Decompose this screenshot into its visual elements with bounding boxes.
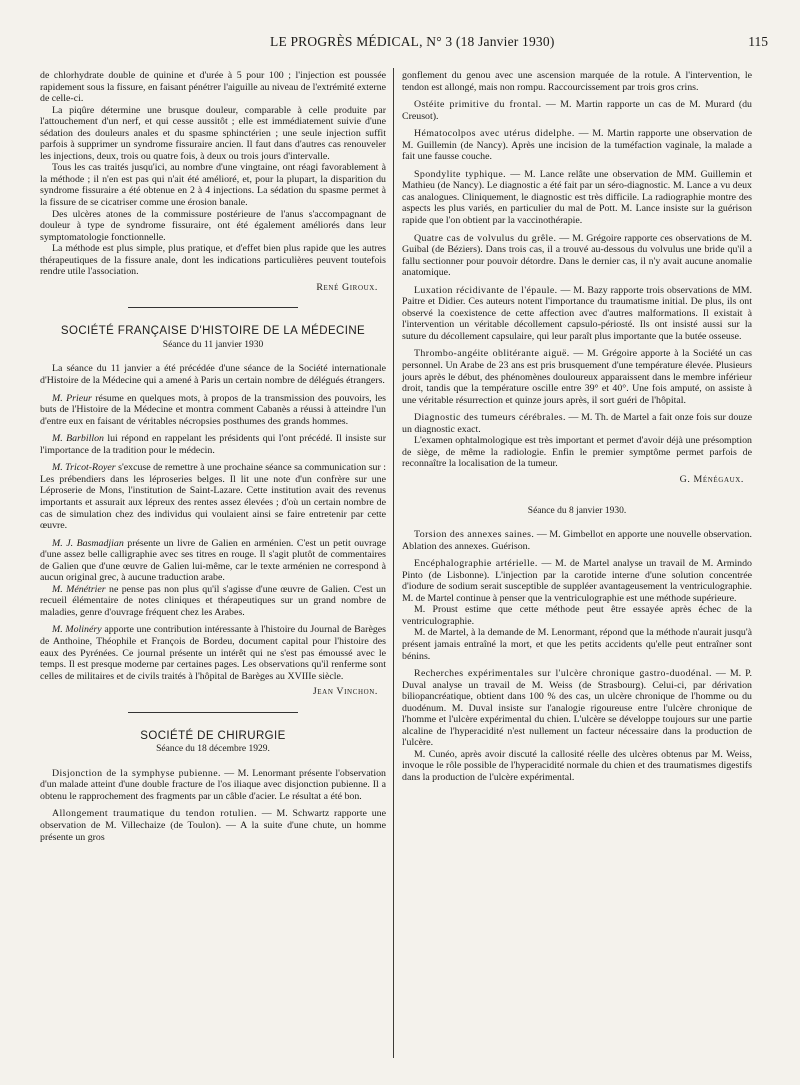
entry-heading: Torsion des annexes saines. (414, 529, 535, 541)
paragraph (40, 462, 386, 531)
paragraph (402, 558, 752, 604)
paragraph-text: — M. Grégoire rapporte ces observations de M. Guibal (de Béziers). Dans trois cas, il a trouvé au-dessous du volvulus une bride qu'il a fallu sectionner pour pouvoir détordre. Dans le dernier cas, il n'y avait aucune anomalie anatomique. (402, 232, 752, 279)
paragraph: M. Cunéo, après avoir discuté la callosité réelle des ulcères obtenus par M. Weiss, invoque le rôle possible de l'hyperacidité normale du chien et des traumatismes digestifs dans la production de l'ulcère expérimental. (402, 748, 752, 783)
paragraph-text: lui répond en rappelant les présidents qui l'ont précédé. Il insiste sur l'importance de la tradition pour le médecin. (40, 433, 386, 456)
paragraph-text: — M. Lance relâte une observation de MM. Guillemin et Mathieu (de Nancy). Le diagnostic a été fait par un séro-diagnostic. M. Lance a vu deux cas analogues. Cliniquement, le diagnostic est très difficile. La radiographie montre des aspects les plus variés, en particulier du mal de Pott. M. Lance insiste sur la guérison rapide que l'on obtient par la vaccinothérapie. (402, 168, 752, 227)
signature: René Giroux. (316, 281, 378, 293)
entry-heading: Diagnostic des tumeurs cérébrales. (414, 412, 566, 424)
speaker-name: M. Barbillon (52, 433, 104, 445)
paragraph (402, 233, 752, 279)
paragraph (402, 529, 752, 552)
entry-heading: Encéphalographie artérielle. (414, 558, 538, 570)
left-column (40, 70, 386, 843)
paragraph-text: — M. Grégoire apporte à la Société un cas personnel. Un Arabe de 23 ans est pris brusquement d'une température élevée. Plusieurs jours après le début, des phénomènes douloureux apparaissent dans le membre inférieur droit, tandis que la température oscille entre 39° et 40°. Une fois amputé, on assiste à une véritable résurrection et quinze jours après, il sort guéri de l'hôpital. (402, 348, 753, 406)
section-title: SOCIÉTÉ FRANÇAISE D'HISTOIRE DE LA MÉDECINE (60, 325, 366, 338)
paragraph (402, 348, 752, 406)
entry-heading: Luxation récidivante de l'épaule. (414, 284, 558, 296)
running-header (30, 34, 770, 52)
entry-heading: Hématocolpos avec utérus didelphe. (414, 128, 575, 140)
paragraph: M. de Martel, à la demande de M. Lenormant, répond que la méthode n'aurait jusqu'à présent jamais entraîné la mort, et que les petits accidents qu'elle peut entraîner sont bénins. (402, 627, 752, 662)
entry-heading: Spondylite typhique. (414, 168, 507, 180)
paragraph (402, 668, 752, 749)
entry-heading: Recherches expérimentales sur l'ulcère chronique gastro-duodénal. (414, 668, 712, 680)
paragraph (40, 808, 386, 843)
paragraph (40, 584, 386, 619)
paragraph (402, 99, 752, 122)
entry-heading: Ostéite primitive du frontal. (414, 99, 542, 111)
paragraph (40, 538, 386, 584)
paragraph: La séance du 11 janvier a été précédée d'une séance de la Société internationale d'Histoire de la Médecine qui a amené à Paris un certain nombre de délégués étrangers. (40, 363, 386, 387)
signature: G. Ménégaux. (679, 473, 744, 485)
entry-heading: Allongement traumatique du tendon rotulien. (52, 808, 258, 820)
session-date: Séance du 8 janvier 1930. (527, 505, 627, 516)
paragraph-text: — M. Gimbellot en apporte une nouvelle observation. Ablation des annexes. Guérison. (402, 529, 753, 552)
paragraph (402, 285, 752, 343)
speaker-name: M. Ménétrier (52, 583, 106, 595)
signature: Jean Vinchon. (312, 686, 378, 698)
section-divider (128, 712, 298, 713)
entry-heading: Disjonction de la symphyse pubienne. (52, 767, 221, 779)
paragraph: Tous les cas traités jusqu'ici, au nombre d'une vingtaine, ont réagi favorablement à la méthode ; il n'en est pas qui n'ait été amélioré, et, pour la plupart, la disparition du syndrome fissuraire a été obtenue en 2 à 4 injections. La sédation du spasme permet à la fissure de se cicatriser comme une érosion banale. (40, 162, 386, 209)
paragraph-text: — M. Martin rapporte un cas de M. Murard (du Creusot). (402, 99, 752, 122)
paragraph-text: résume en quelques mots, à propos de la transmission des pouvoirs, les buts de l'Histoire de la Médecine et montra comment Cabanès a réussi à atteindre l'un d'entre eux en faisant de véritables nécropsies posthumes des grands hommes. (40, 392, 386, 427)
paragraph: M. Proust estime que cette méthode peut être essayée après échec de la ventriculographie. (402, 604, 752, 627)
paragraph: de chlorhydrate double de quinine et d'urée à 5 pour 100 ; l'injection est poussée rapidement sous la fissure, en faisant pénétrer l'aiguille au niveau de l'extrémité externe de celle-ci. (40, 70, 386, 105)
paragraph: La méthode est plus simple, plus pratique, et d'effet bien plus rapide que les autres thérapeutiques de la fissure anale, dont les indications particulières peuvent toutefois rendre utile l'association. (40, 243, 386, 278)
paragraph: Des ulcères atones de la commissure postérieure de l'anus s'accompagnant de douleur à type de syndrome fissuraire, ont été également améliorés dans leur symptomatologie fonctionnelle. (40, 208, 386, 243)
page-number: 115 (748, 34, 768, 49)
paragraph-text: — M. de Martel analyse un travail de M. Armindo Pinto (de Lisbonne). L'injection par la carotide interne d'une solution concentrée d'iodure de sodium serait susceptible de suppléer avantageusement la ventriculographie. M. de Martel continue à penser que la ventriculographie est une méthode supérieure. (402, 558, 752, 604)
speaker-name: M. Molinéry (52, 624, 102, 636)
paragraph-text: — M. Th. de Martel a fait onze fois sur douze un diagnostic exact. (402, 412, 752, 435)
paragraph: La piqûre détermine une brusque douleur, comparable à celle produite par l'attouchement d'un nerf, et qui cesse aussitôt ; elle est immédiatement suivie d'une sédation des douleurs anales et du spasme sphinctérien ; une seule injection suffit parfois à supprimer un syndrome fissuraire ancien. Il faut dans d'autres cas renouveler les injections, deux, trois ou quatre fois, à deux ou trois jours d'intervalle. (40, 104, 386, 162)
paragraph-text: — M. Martin rapporte une observation de M. Guillemin (de Nancy). Après une incision de la tuméfaction vaginale, la malade a fait une fausse couche. (402, 128, 752, 163)
speaker-name: M. J. Basmadjian (52, 537, 124, 549)
speaker-name: M. Tricot-Royer (52, 462, 116, 474)
paragraph (40, 433, 386, 456)
paragraph-text: apporte une contribution intéressante à l'histoire du Journal de Barèges de Anthoine, Théophile et François de Bordeu, document capital pour l'histoire des eaux des Pyrénées. Ce journal présente un intérêt qui ne s'est pas émoussé avec le temps. Il est presque moderne par certaines pages. Les observations qu'il renferme sont celles de militaires et de civils traités à l'hôpital de Barèges au XVIIIe siècle. (40, 624, 386, 682)
entry-heading: Quatre cas de volvulus du grêle. (414, 232, 557, 244)
paragraph-text: — M. P. Duval analyse un travail de M. Weiss (de Strasbourg). Celui-ci, par dérivation biliopancréatique, obtient dans 100 % des cas, un ulcère chronique de l'homme ou du duodénum. M. Duval insiste sur l'analogie rigoureuse entre l'ulcère chronique de l'homme et l'ulcère expérimental du chien. L'ulcère se développe toujours sur une partie alcaline de l'hyperacidité n'est nullement un facteur nécessaire dans la production de l'ulcère. (402, 668, 752, 749)
paragraph-text: s'excuse de remettre à une prochaine séance sa communication sur : Les prébendiers dans les léproseries belges. Il lit une note d'un confrère sur une Léproserie de Mons, l'institution de Saint-Lazare. Cette institution avait des revenus importants et assurait aux lépreux des rentes assez élevées ; d'où un certain nombre de cas de simulation chez des individus qui voulaient ainsi se faire entretenir par cette œuvre. (40, 462, 386, 532)
paragraph: gonflement du genou avec une ascension marquée de la rotule. A l'intervention, le tendon est allongé, mais non rompu. Raccourcissement par trois gros crins. (402, 70, 752, 93)
paragraph (402, 128, 752, 163)
session-date: Séance du 18 décembre 1929. (156, 744, 270, 755)
entry-heading: Thrombo-angéite oblitérante aiguë. (414, 348, 570, 360)
paragraph-text: — M. Lenormant présente l'observation d'un malade atteint d'une double fracture de l'os iliaque avec disjonction pubienne. Il a obtenu le rapprochement des fragments par un câble d'acier. Le résultat a été bon. (40, 767, 386, 802)
running-title: LE PROGRÈS MÉDICAL, N° 3 (18 Janvier 1930) (270, 34, 555, 49)
paragraph-text: — M. Bazy rapporte trois observations de MM. Paitre et Didier. Ces auteurs notent l'importance du traumatisme initial. De plus, ils ont observé la coexistence de cette affection avec d'autres malformations. Il existait à l'intervention un véritable décollement capsulo-périosté. Ils ont insisté aussi sur la suture du décollement capsulaire, qui leur paraît plus importante que la butée osseuse. (402, 284, 752, 342)
section-title: SOCIÉTÉ DE CHIRURGIE (140, 729, 286, 742)
paragraph (402, 412, 752, 435)
paragraph-text: présente un livre de Galien en arménien. C'est un petit ouvrage d'une assez belle calligraphie avec ses titres en rouge. Il s'agit plutôt de commentaires de Galien que d'une œuvre de Galien lui-même, car le texte arménien ne correspond à aucun original grec, à aucune traduction arabe. (40, 537, 387, 584)
paragraph (40, 624, 386, 682)
paragraph (40, 393, 386, 428)
session-date: Séance du 11 janvier 1930 (162, 339, 264, 350)
section-divider (128, 307, 298, 308)
paragraph-text: ne pense pas non plus qu'il s'agisse d'une œuvre de Galien. C'est un recueil élémentaire de notes cliniques et thérapeutiques sur un grand nombre de maladies, genre d'ouvrage fréquent chez les Arabes. (40, 583, 386, 618)
paragraph (402, 169, 752, 227)
column-divider (393, 68, 394, 1058)
paragraph-text: — M. Schwartz rapporte une observation de M. Villechaize (de Toulon). — A la suite d'une chute, un homme présente un gros (40, 808, 386, 843)
paragraph: L'examen ophtalmologique est très important et permet d'avoir déjà une présomption de siège, de même la radiologie. Enfin le premier symptôme permet parfois de reconnaître la localisation de la tumeur. (402, 435, 752, 470)
speaker-name: M. Prieur (52, 392, 92, 404)
paragraph (40, 768, 386, 803)
right-column (402, 70, 752, 784)
